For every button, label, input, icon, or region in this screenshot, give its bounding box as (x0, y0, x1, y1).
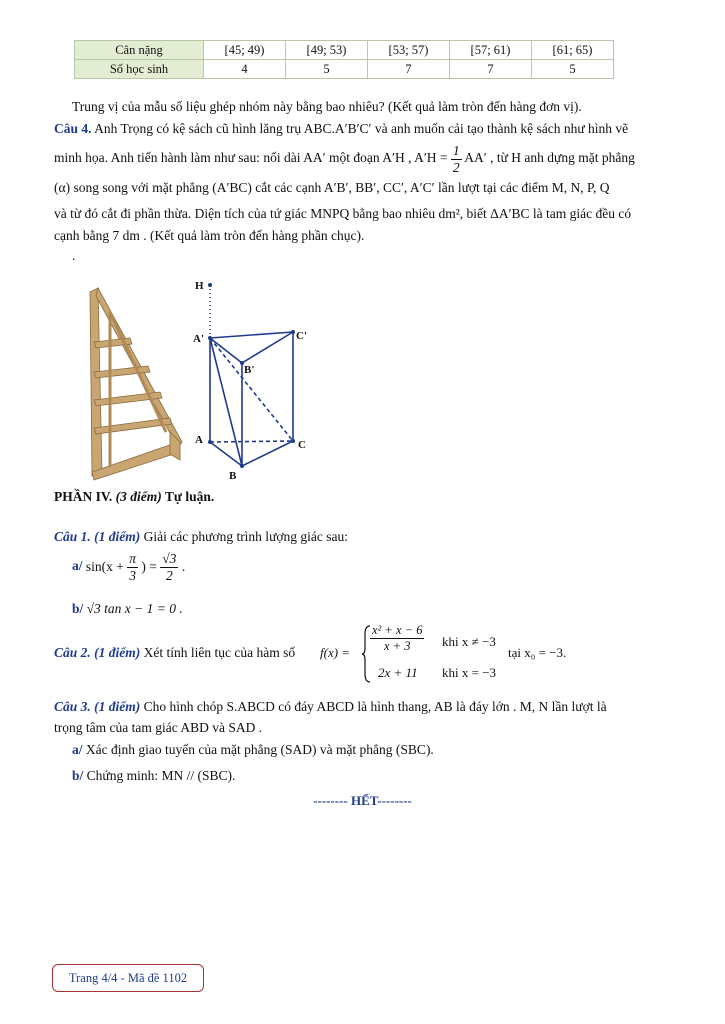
label-C1: C' (296, 330, 307, 342)
page-footer: Trang 4/4 - Mã đề 1102 (52, 964, 204, 992)
point-C1 (291, 330, 295, 334)
end-marker: -------- HẾT-------- (313, 793, 412, 808)
label-H: H (195, 280, 204, 292)
c1-a-left: sin(x + (85, 559, 124, 574)
fraction-numerator: √3 (162, 551, 177, 566)
edge-B1C1 (242, 332, 293, 363)
c3-part-b (72, 768, 235, 784)
fraction-denominator: 3 (129, 567, 137, 583)
count-cell: 7 (368, 60, 450, 79)
q4-line-3: (α) song song với mặt phẳng (A′BC) cắt các cạnh A′B′, BB′, CC′, A′C′ lần lượt tại các điểm M, N, P, Q (54, 180, 610, 195)
edge-BC (242, 441, 293, 466)
c3-line-2: trọng tâm của tam giác ABD và SAD . (54, 720, 263, 735)
interval-cell: [57; 61) (450, 41, 532, 60)
c2-text: Xét tính liên tục của hàm số (143, 645, 296, 660)
table-row (75, 41, 614, 60)
frequency-table (74, 40, 614, 79)
q4-line-1 (54, 121, 628, 137)
c3-text-1: Cho hình chóp S.ABCD có đáy ABCD là hình thang, AB là đáy lớn . M, N lần lượt là (143, 699, 607, 714)
q4-text-2b: AA′ , từ H anh dựng mặt phẳng (464, 150, 635, 166)
c1-a-frac1 (127, 552, 138, 582)
q4-line-2 (54, 144, 635, 174)
part4-heading (54, 489, 214, 505)
c1-b-equation: √3 tan x − 1 = 0 . (86, 601, 183, 616)
c2-fx: f(x) = (320, 645, 351, 660)
median-question: Trung vị của mẫu số liệu ghép nhóm này bằng bao nhiêu? (Kết quả làm tròn đến hàng đơn vị). (72, 99, 582, 114)
c2-case1-fraction (370, 624, 424, 652)
point-C (291, 439, 295, 443)
c1-a-label: a/ (72, 558, 83, 574)
c2-case2-value: 2x + 11 (378, 665, 418, 680)
row-label-count: Số học sinh (75, 60, 204, 79)
part4-title: PHẦN IV. (54, 489, 113, 504)
c1-a-frac2 (160, 552, 178, 582)
fraction-numerator: π (129, 551, 137, 566)
c2-case2-condition: khi x = −3 (442, 665, 497, 680)
q4-fraction (451, 144, 462, 174)
c1-part-a (72, 552, 185, 582)
fraction-numerator: x² + x − 6 (372, 623, 423, 637)
q4-line-5: cạnh bằng 7 dm . (Kết quả làm tròn đến hàng phần chục). (54, 228, 365, 243)
edge-A1C1 (210, 332, 293, 338)
c3-b-text: Chứng minh: MN // (SBC). (86, 768, 236, 783)
point-B (240, 464, 244, 468)
c3-points: (1 điểm) (94, 699, 141, 714)
c1-points: (1 điểm) (94, 529, 141, 544)
shelf-base (92, 442, 180, 480)
c3-a-text: Xác định giao tuyến của mặt phẳng (SAD) và mặt phẳng (SBC). (85, 742, 434, 757)
point-A (208, 440, 212, 444)
c1-part-b (72, 601, 183, 617)
part4-subtitle: Tự luận. (164, 489, 215, 504)
interval-cell: [45; 49) (204, 41, 286, 60)
c3-label: Câu 3. (54, 699, 91, 714)
row-label-weight: Cân nặng (75, 41, 204, 60)
fraction-numerator: 1 (452, 143, 460, 158)
c3-a-label: a/ (72, 742, 83, 757)
c1-a-end: . (181, 559, 186, 574)
c1-a-mid: ) = (141, 559, 157, 574)
c2-heading (54, 645, 295, 661)
shelf-back-post (90, 288, 102, 476)
label-B: B (229, 470, 237, 482)
c1-text: Giải các phương trình lượng giác sau: (143, 529, 348, 544)
c3-line-1 (54, 699, 607, 715)
label-A1: A' (193, 333, 204, 345)
c2-points: (1 điểm) (94, 645, 141, 660)
c1-b-label: b/ (72, 601, 84, 616)
part4-points: (3 điểm) (115, 489, 162, 504)
c1-heading (54, 529, 348, 545)
c1-label: Câu 1. (54, 529, 91, 544)
c2-label: Câu 2. (54, 645, 91, 660)
fraction-denominator: x + 3 (383, 638, 411, 653)
label-C: C (298, 439, 306, 451)
c3-b-label: b/ (72, 768, 84, 783)
point-H (208, 283, 212, 287)
count-cell: 5 (532, 60, 614, 79)
interval-cell: [49; 53) (286, 41, 368, 60)
q4-text-1: Anh Trọng có kệ sách cũ hình lăng trụ ABC.A′B′C′ và anh muốn cải tạo thành kệ sách như hình vẽ (94, 121, 629, 136)
fraction-denominator: 2 (165, 567, 173, 583)
q4-dot: . (72, 248, 76, 263)
c2-case1-condition: khi x ≠ −3 (442, 634, 496, 649)
interval-cell: [61; 65) (532, 41, 614, 60)
label-B1: B' (244, 364, 255, 376)
c2-at-point: tại x₀ = −3. (508, 645, 567, 660)
label-A: A (195, 434, 203, 446)
bookshelf-illustration (70, 282, 186, 482)
edge-AC-hidden (210, 441, 293, 442)
c3-part-a (72, 742, 434, 758)
q4-label: Câu 4. (54, 121, 92, 136)
count-cell: 5 (286, 60, 368, 79)
point-A1 (208, 336, 212, 340)
table-row (75, 60, 614, 79)
count-cell: 7 (450, 60, 532, 79)
prism-diagram (186, 276, 316, 486)
fraction-denominator: 2 (452, 159, 460, 175)
q4-line-4: và từ đó cắt đi phần thừa. Diện tích của tứ giác MNPQ bằng bao nhiêu dm², biết ΔA′BC là tam giác đều có (54, 206, 632, 221)
q4-text-2a: minh họa. Anh tiến hành làm như sau: nối dài AA′ một đoạn A′H , A′H = (54, 150, 448, 166)
count-cell: 4 (204, 60, 286, 79)
interval-cell: [53; 57) (368, 41, 450, 60)
